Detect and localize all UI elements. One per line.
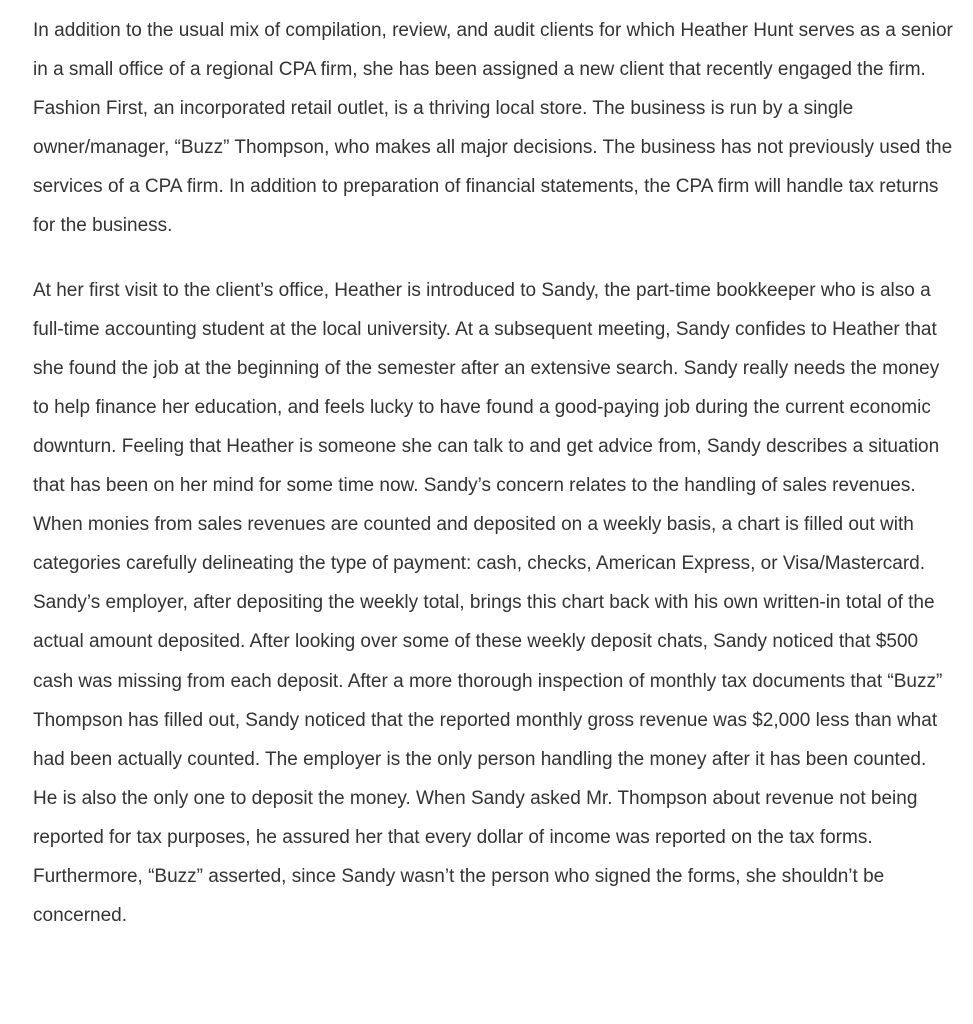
paragraph-intro: In addition to the usual mix of compilation, review, and audit clients for which Heather Hunt serves as a senior in a small office of a regional CPA firm, she has been assigned a new client that recently engaged the firm. Fashion First, an incorporated retail outlet, is a thriving local store. The business is run by a single owner/manager, “Buzz” Thompson, who makes all major decisions. The business has not previously used the services of a CPA firm. In addition to preparation of financial statements, the CPA firm will handle tax returns for the business. <box>33 20 953 237</box>
paragraph-situation: At her first visit to the client’s office, Heather is introduced to Sandy, the part-time bookkeeper who is also a full-time accounting student at the local university. At a subsequent meeting, Sandy confides to Heather that she found the job at the beginning of the semester after an extensive search. Sandy really needs the money to help finance her education, and feels lucky to have found a good-paying job during the current economic downturn. Feeling that Heather is someone she can talk to and get advice from, Sandy describes a situation that has been on her mind for some time now. Sandy’s concern relates to the handling of sales revenues. When monies from sales revenues are counted and deposited on a weekly basis, a chart is filled out with categories carefully delineating the type of payment: cash, checks, American Express, or Visa/Mastercard. Sandy’s employer, after depositing the weekly total, brings this chart back with his own written-in total of the actual amount deposited. After looking over some of these weekly deposit chats, Sandy noticed that $500 cash was missing from each deposit. After a more thorough inspection of monthly tax documents that “Buzz” Thompson has filled out, Sandy noticed that the reported monthly gross revenue was $2,000 less than what had been actually counted. The employer is the only person handling the money after it has been counted. He is also the only one to deposit the money. When Sandy asked Mr. Thompson about revenue not being reported for tax purposes, he assured her that every dollar of income was reported on the tax forms. Furthermore, “Buzz” asserted, since Sandy wasn’t the person who signed the forms, she shouldn’t be concerned. <box>33 279 943 927</box>
